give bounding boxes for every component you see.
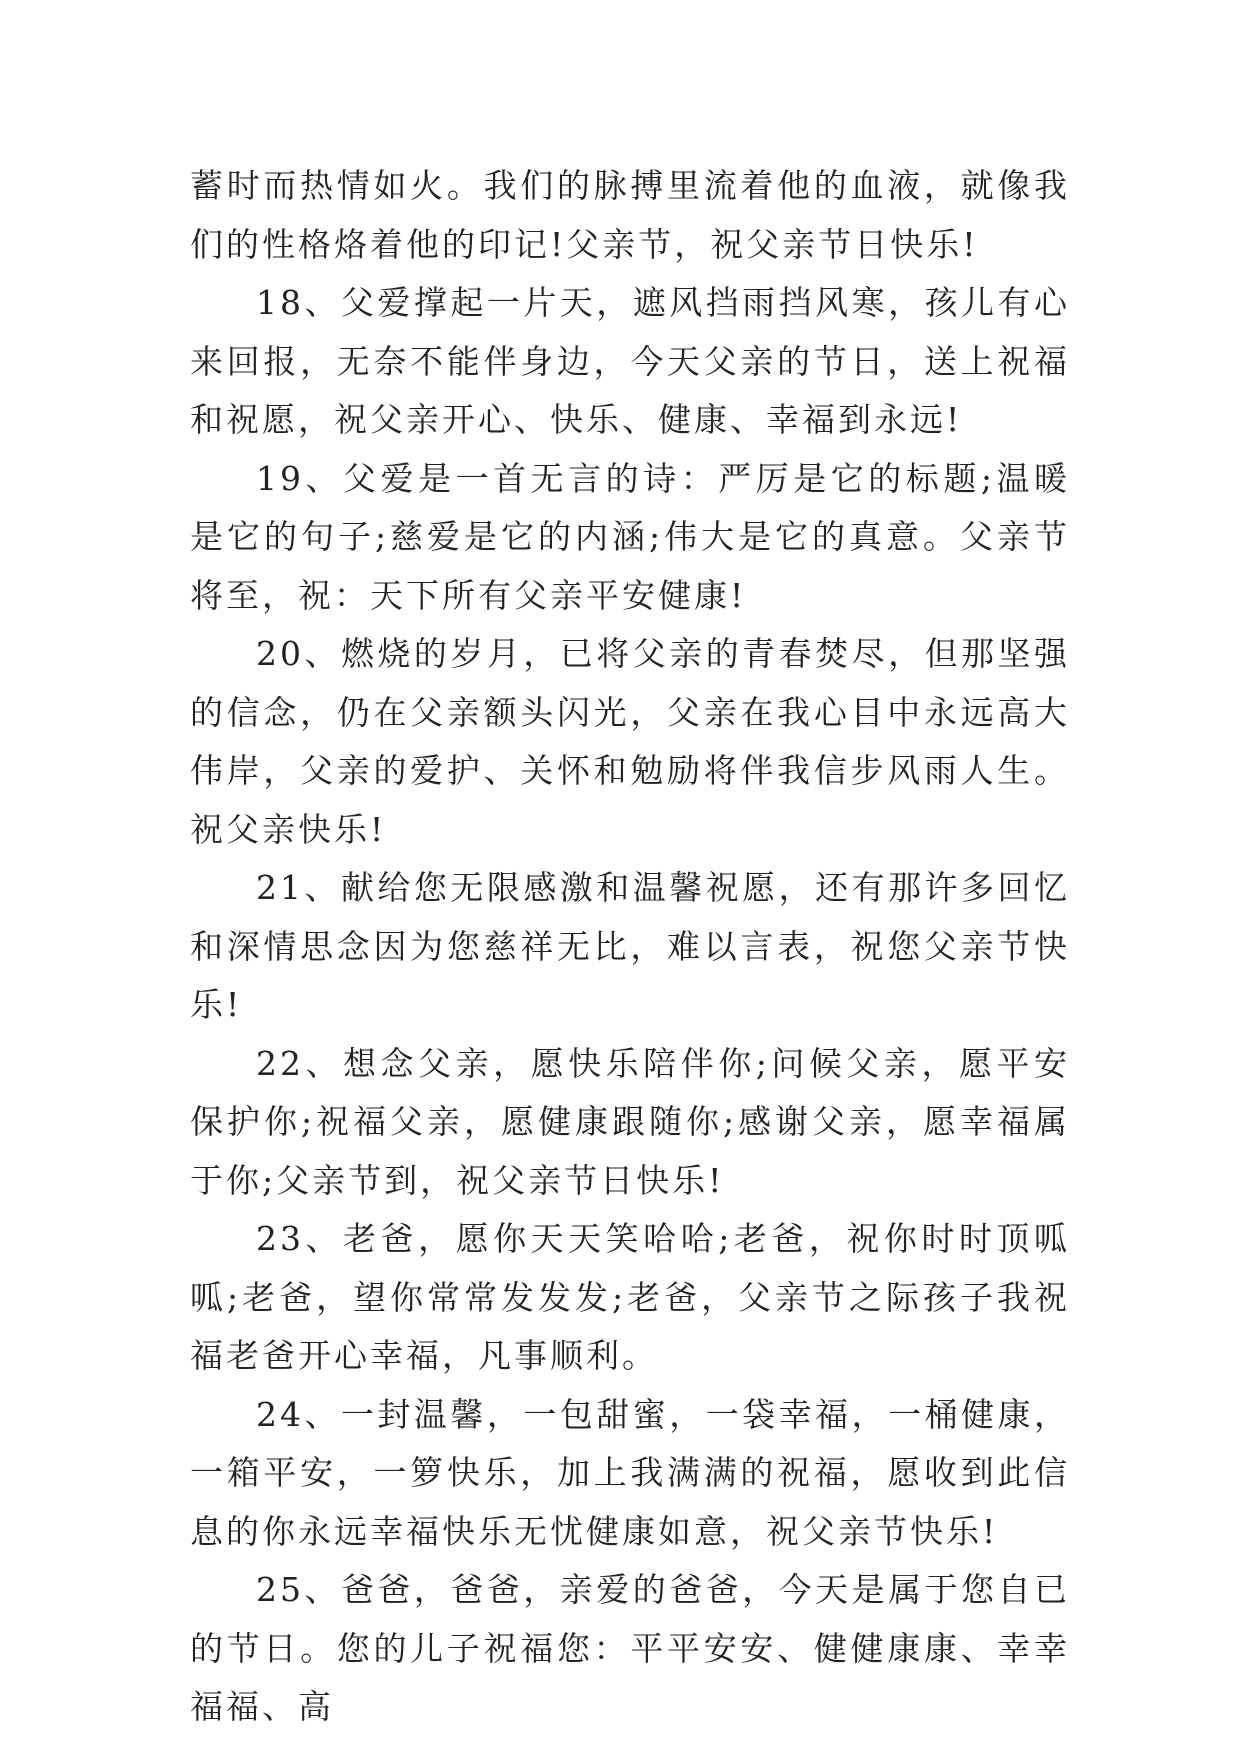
paragraph-23: 23、老爸，愿你天天笑哈哈;老爸，祝你时时顶呱呱;老爸，望你常常发发发;老爸，父亲节之际孩子我祝福老爸开心幸福，凡事顺利。 [190,1219,1070,1375]
paragraph-20: 20、燃烧的岁月，已将父亲的青春焚尽，但那坚强的信念，仍在父亲额头闪光，父亲在我心目中永远高大伟岸，父亲的爱护、关怀和勉励将伴我信步风雨人生。祝父亲快乐! [190,634,1070,849]
paragraph-24: 24、一封温馨，一包甜蜜，一袋幸福，一桶健康，一箱平安，一箩快乐，加上我满满的祝福，愿收到此信息的你永远幸福快乐无忧健康如意，祝父亲节快乐! [190,1394,1070,1551]
document-body [190,157,1070,1737]
paragraph-25: 25、爸爸，爸爸，亲爱的爸爸，今天是属于您自已的节日。您的儿子祝福您：平平安安、健健康康、幸幸福福、高 [190,1570,1070,1726]
paragraph-18: 18、父爱撑起一片天，遮风挡雨挡风寒，孩儿有心来回报，无奈不能伴身边，今天父亲的节日，送上祝福和祝愿，祝父亲开心、快乐、健康、幸福到永远! [190,283,1070,439]
paragraph-continued: 蓄时而热情如火。我们的脉搏里流着他的血液，就像我们的性格烙着他的印记!父亲节，祝父亲节日快乐! [190,166,1070,264]
paragraph-22: 22、想念父亲，愿快乐陪伴你;问候父亲，愿平安保护你;祝福父亲，愿健康跟随你;感谢父亲，愿幸福属于你;父亲节到，祝父亲节日快乐! [190,1043,1070,1200]
paragraph-21: 21、献给您无限感激和温馨祝愿，还有那许多回忆和深情思念因为您慈祥无比，难以言表，祝您父亲节快乐! [190,868,1070,1024]
paragraph-19: 19、父爱是一首无言的诗：严厉是它的标题;温暖是它的句子;慈爱是它的内涵;伟大是它的真意。父亲节将至，祝：天下所有父亲平安健康! [190,458,1070,615]
